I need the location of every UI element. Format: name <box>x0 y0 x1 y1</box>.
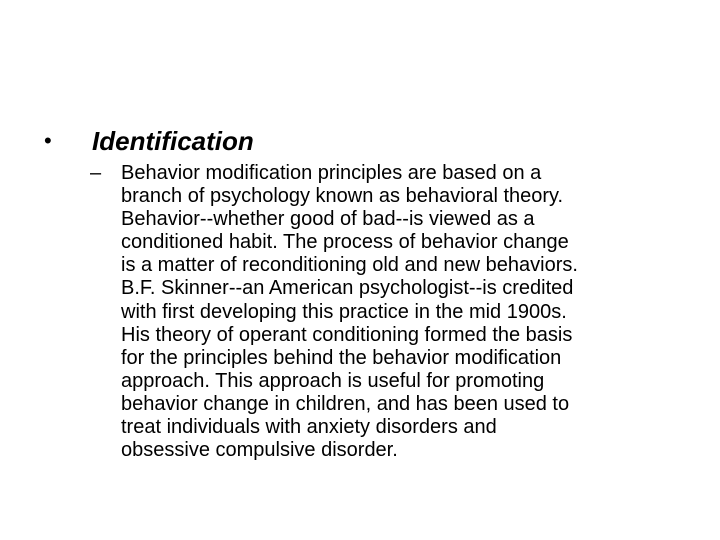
text-line: His theory of operant conditioning formed the basis <box>121 323 573 346</box>
text-line: is a matter of reconditioning old and new behaviors. <box>121 254 578 277</box>
text-line: Behavior--whether good of bad--is viewed as a <box>121 208 535 231</box>
sub-bullet-text <box>121 162 677 462</box>
text-line: treat individuals with anxiety disorders and <box>121 416 497 439</box>
bullet-heading: Identification <box>92 126 254 156</box>
text-line: obsessive compulsive disorder. <box>121 439 398 462</box>
text-line: for the principles behind the behavior modification <box>121 346 562 369</box>
text-line: branch of psychology known as behavioral theory. <box>121 185 564 208</box>
text-line: with first developing this practice in the mid 1900s. <box>121 300 567 323</box>
text-line: behavior change in children, and has been used to <box>121 392 570 415</box>
text-line: B.F. Skinner--an American psychologist--is credited <box>121 277 574 300</box>
bullet-marker: • <box>44 128 52 153</box>
sub-bullet-marker: – <box>90 162 102 184</box>
text-line: approach. This approach is useful for promoting <box>121 369 545 392</box>
text-line: Behavior modification principles are based on a <box>121 162 542 184</box>
text-line: conditioned habit. The process of behavior change <box>121 231 569 254</box>
